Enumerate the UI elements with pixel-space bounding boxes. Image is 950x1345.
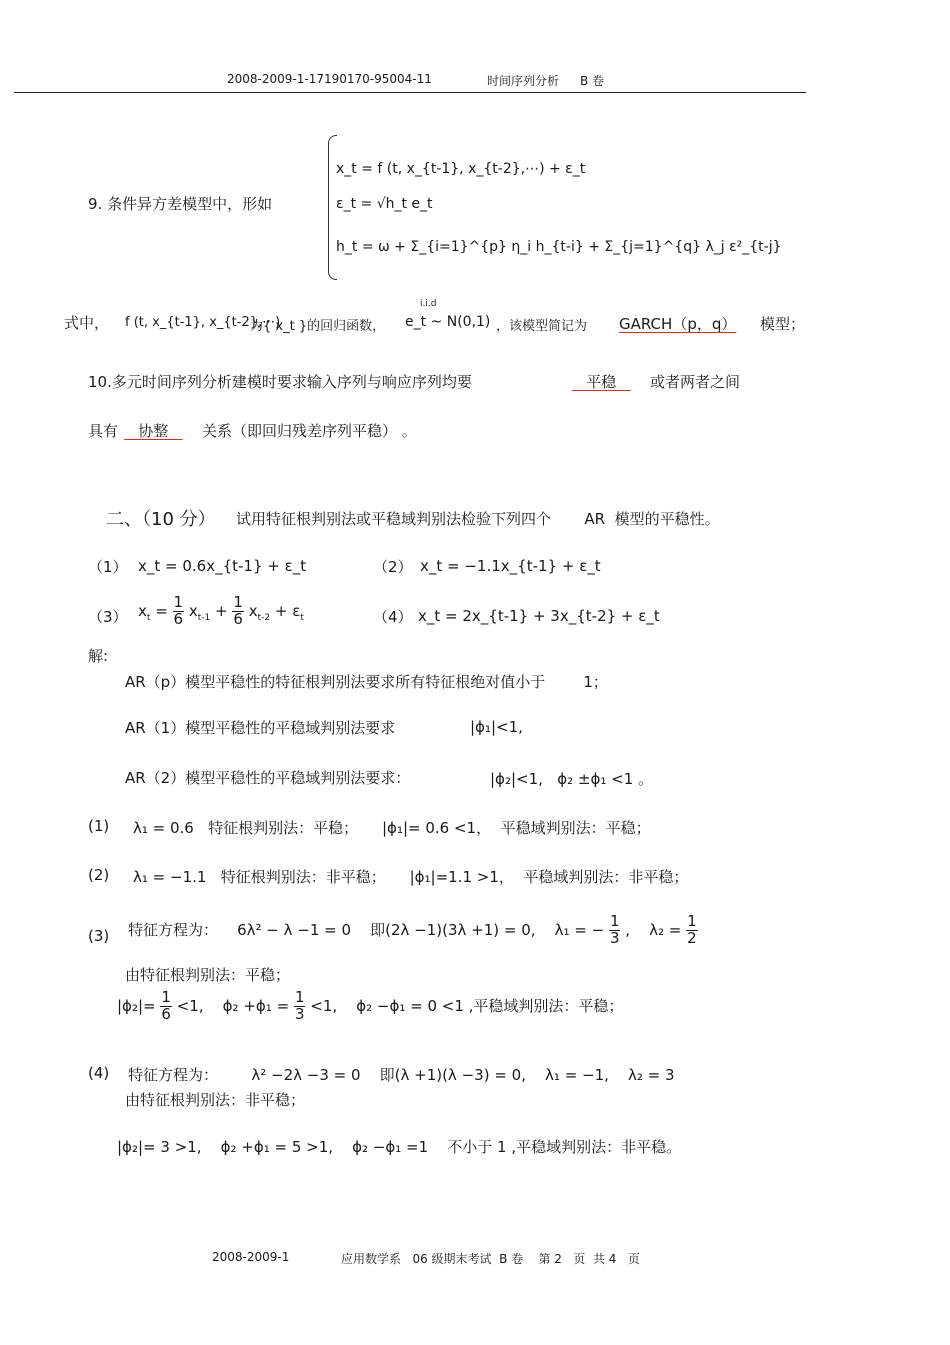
model1-label: （1） [88, 558, 128, 576]
section2-title: 二、（10 分） [106, 509, 216, 530]
q9-eq3: h_t = ω + Σ_{i=1}^{p} η_i h_{t-i} + Σ_{j=1}^{q} λ_j ε²_{t-j} [336, 239, 782, 255]
header-rule [14, 92, 806, 93]
solution-label: 解: [88, 647, 109, 665]
model2-label: （2） [373, 558, 413, 576]
q10-line2-suffix: 关系（即回归残差序列平稳） 。 [202, 422, 417, 440]
rule3: AR（2）模型平稳性的平稳域判别法要求： [125, 769, 411, 787]
model4-label: （4） [373, 608, 413, 626]
sol3-root: 由特征根判别法：平稳； [125, 966, 291, 984]
sol1-label: (1) [88, 817, 110, 835]
q9-eq2: ε_t = √h_t e_t [336, 196, 433, 212]
q10-line2-prefix: 具有 [88, 422, 119, 440]
sol3-equation: 特征方程为： 6λ² − λ −1 = 0 即(2λ −1)(3λ +1) = 0, λ₁ = − $\frac{1}{3}$ , λ₂ = $\frac{1}{2}$ [128, 912, 697, 947]
model3-label: （3） [88, 608, 128, 626]
header-paper: B 卷 [580, 74, 605, 88]
sol2-label: (2) [88, 866, 110, 884]
q9-line2-mid: 为{ x_t }的回归函数， [250, 319, 386, 334]
rule2: AR（1）模型平稳性的平稳域判别法要求 [125, 719, 396, 737]
sol2: λ₁ = −1.1 特征根判别法：非平稳； |ϕ₁|=1.1 >1， 平稳域判别法：非平稳； [133, 868, 689, 886]
sol4-root: 由特征根判别法：非平稳； [125, 1091, 306, 1109]
q9-line2-prefix: 式中， [64, 314, 110, 332]
q9-answer: GARCH（p，q） [619, 315, 737, 333]
q9-label: 9. 条件异方差模型中，形如 [88, 195, 273, 213]
section2-prompt: 试用特征根判别法或平稳域判别法检验下列四个 AR 模型的平稳性。 [236, 510, 720, 528]
model1: x_t = 0.6x_{t-1} + ε_t [138, 557, 307, 575]
rule1: AR（p）模型平稳性的特征根判别法要求所有特征根绝对值小于 1； [125, 673, 608, 691]
q10-line1-prefix: 10.多元时间序列分析建模时要求输入序列与响应序列均要 [88, 373, 472, 391]
model4: x_t = 2x_{t-1} + 3x_{t-2} + ε_t [418, 607, 660, 625]
sol3-label: (3) [88, 927, 110, 945]
sol4-equation: 特征方程为： λ² −2λ −3 = 0 即(λ +1)(λ −3) = 0, λ₁ = −1, λ₂ = 3 [128, 1066, 675, 1084]
q9-func: f (t, x_{t-1}, x_{t-2},⋯) [125, 315, 281, 330]
rule2-cond: |ϕ₁|<1, [470, 718, 523, 736]
q10-line1-suffix: 或者两者之间 [650, 373, 741, 391]
rule3-cond: |ϕ₂|<1, ϕ₂ ±ϕ₁ <1 。 [490, 770, 654, 788]
q9-line2-tail: ，该模型简记为 [496, 319, 588, 334]
header-code: 2008-2009-1-17190170-95004-11 [227, 72, 432, 86]
header-course: 时间序列分析 [487, 74, 560, 88]
footer-term: 2008-2009-1 [212, 1250, 290, 1264]
sol3-region: |ϕ₂|= $\frac{1}{6}$ <1, ϕ₂ +ϕ₁ = $\frac{1}{3}$ <1, ϕ₂ −ϕ₁ = 0 <1 ,平稳域判别法：平稳； [117, 988, 624, 1023]
sol4-region: |ϕ₂|= 3 >1, ϕ₂ +ϕ₁ = 5 >1, ϕ₂ −ϕ₁ =1 不小于 1 ,平稳域判别法：非平稳。 [117, 1138, 682, 1156]
q9-iid: i.i.d [420, 299, 437, 309]
q10-answer1: 平稳 [572, 373, 631, 391]
q9-eq1: x_t = f (t, x_{t-1}, x_{t-2},⋯) + ε_t [336, 161, 586, 177]
q9-dist: e_t ~ N(0,1) [405, 314, 491, 330]
q10-answer2: 协整 [124, 422, 183, 440]
sol1: λ₁ = 0.6 特征根判别法：平稳； |ϕ₁|= 0.6 <1， 平稳域判别法：平稳； [133, 819, 651, 837]
model3: $x_t$ = $\frac{1}{6}$ $x_{t-1}$ + $\frac{1}{6}$ $x_{t-2} + \varepsilon_t$ [138, 593, 304, 628]
model2: x_t = −1.1x_{t-1} + ε_t [420, 557, 601, 575]
footer-info: 应用数学系 06 级期末考试 B 卷 第 2 页 共 4 页 [341, 1252, 640, 1266]
q9-suffix: 模型； [760, 315, 806, 333]
sol4-label: (4) [88, 1064, 110, 1082]
